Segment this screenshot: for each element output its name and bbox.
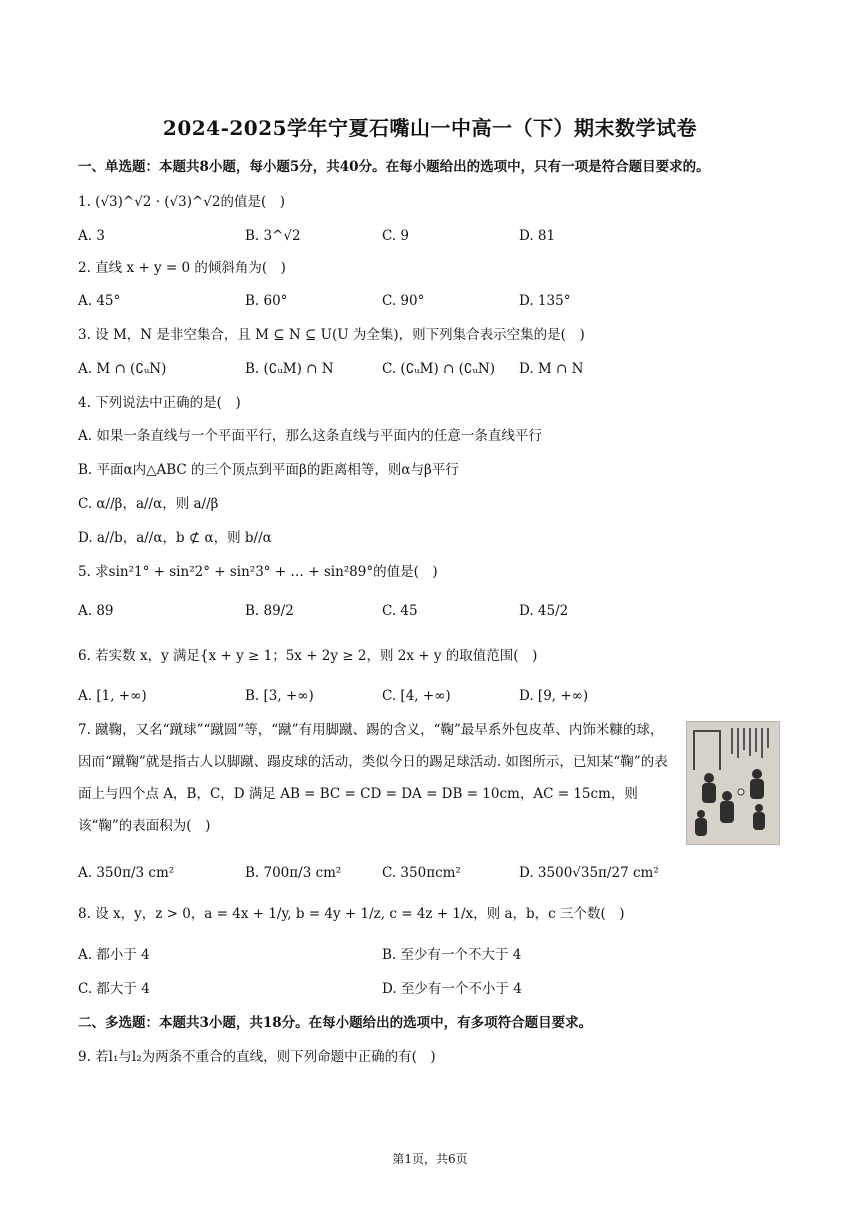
question-9-stem: 9. 若l₁与l₂为两条不重合的直线，则下列命题中正确的有( ) [78, 1049, 436, 1065]
cuju-painting-image [687, 722, 779, 844]
section-2-heading: 二、多选题：本题共3小题，共18分。在每小题给出的选项中，有多项符合题目要求。 [78, 1015, 593, 1031]
q6-option-a: A. [1, +∞) [78, 688, 147, 704]
q8-option-c: C. 都大于 4 [78, 981, 150, 997]
question-2-stem: 2. 直线 x + y = 0 的倾斜角为( ) [78, 260, 286, 276]
q6-option-c: C. [4, +∞) [382, 688, 451, 704]
q6-option-b: B. [3, +∞) [245, 688, 314, 704]
q7-option-d: D. 3500√35π/27 cm² [519, 865, 659, 881]
q8-option-b: B. 至少有一个不大于 4 [382, 947, 522, 963]
q8-option-d: D. 至少有一个不小于 4 [382, 981, 522, 997]
q1-option-b: B. 3^√2 [245, 228, 301, 244]
q3-option-d: D. M ∩ N [519, 361, 584, 377]
q7-option-b: B. 700π/3 cm² [245, 865, 342, 881]
q4-option-b: B. 平面α内△ABC 的三个顶点到平面β的距离相等，则α与β平行 [78, 462, 459, 478]
q4-option-a: A. 如果一条直线与一个平面平行，那么这条直线与平面内的任意一条直线平行 [78, 428, 542, 444]
q2-option-d: D. 135° [519, 293, 571, 309]
section-1-heading: 一、单选题：本题共8小题，每小题5分，共40分。在每小题给出的选项中，只有一项是符合题目要求的。 [78, 159, 710, 175]
q6-option-d: D. [9, +∞) [519, 688, 589, 704]
q1-option-a: A. 3 [78, 228, 105, 244]
q4-option-c: C. α//β，a//α，则 a//β [78, 496, 219, 512]
question-1-stem: 1. (√3)^√2 · (√3)^√2的值是( ) [78, 194, 286, 210]
q5-option-d: D. 45/2 [519, 603, 569, 619]
q4-option-d: D. a//b，a//α，b ⊄ α，则 b//α [78, 530, 272, 546]
q2-option-a: A. 45° [78, 293, 121, 309]
q5-option-c: C. 45 [382, 603, 418, 619]
q8-option-a: A. 都小于 4 [78, 947, 150, 963]
question-7-stem: 7. 蹴鞠，又名“蹴球”“蹴圆”等，“蹴”有用脚蹴、踢的含义，“鞠”最早系外包皮革、内饰米糠的球，因而“蹴鞠”就是指古人以脚蹴、蹋皮球的活动，类似今日的踢足球活动. 如图所示，已知某“鞠”的表面上与四个点 A，B，C，D 满足 AB = BC = CD = DA = DB = 10cm，AC = 15cm，则该“鞠”的表面积为( ) [78, 722, 668, 834]
question-3-stem: 3. 设 M，N 是非空集合，且 M ⊆ N ⊆ U(U 为全集)，则下列集合表示空集的是( ) [78, 327, 585, 343]
q1-option-c: C. 9 [382, 228, 410, 244]
question-4-stem: 4. 下列说法中正确的是( ) [78, 395, 241, 411]
question-5-stem: 5. 求sin²1° + sin²2° + sin²3° + … + sin²89°的值是( ) [78, 564, 438, 580]
q5-option-a: A. 89 [78, 603, 114, 619]
q3-option-b: B. (∁ᵤM) ∩ N [245, 361, 334, 377]
q1-option-d: D. 81 [519, 228, 556, 244]
q7-option-a: A. 350π/3 cm² [78, 865, 175, 881]
q3-option-c: C. (∁ᵤM) ∩ (∁ᵤN) [382, 361, 495, 377]
page-title: 2024-2025学年宁夏石嘴山一中高一（下）期末数学试卷 [162, 116, 698, 140]
q2-option-c: C. 90° [382, 293, 425, 309]
question-6-stem: 6. 若实数 x，y 满足{x + y ≥ 1；5x + 2y ≥ 2，则 2x + y 的取值范围( ) [78, 648, 538, 664]
cuju-illustration [686, 721, 780, 845]
q7-option-c: C. 350πcm² [382, 865, 461, 881]
q3-option-a: A. M ∩ (∁ᵤN) [78, 361, 167, 377]
q2-option-b: B. 60° [245, 293, 288, 309]
question-8-stem: 8. 设 x，y，z > 0，a = 4x + 1/y, b = 4y + 1/z, c = 4z + 1/x，则 a，b，c 三个数( ) [78, 906, 625, 922]
page-footer: 第1页，共6页 [392, 1152, 468, 1166]
q5-option-b: B. 89/2 [245, 603, 294, 619]
